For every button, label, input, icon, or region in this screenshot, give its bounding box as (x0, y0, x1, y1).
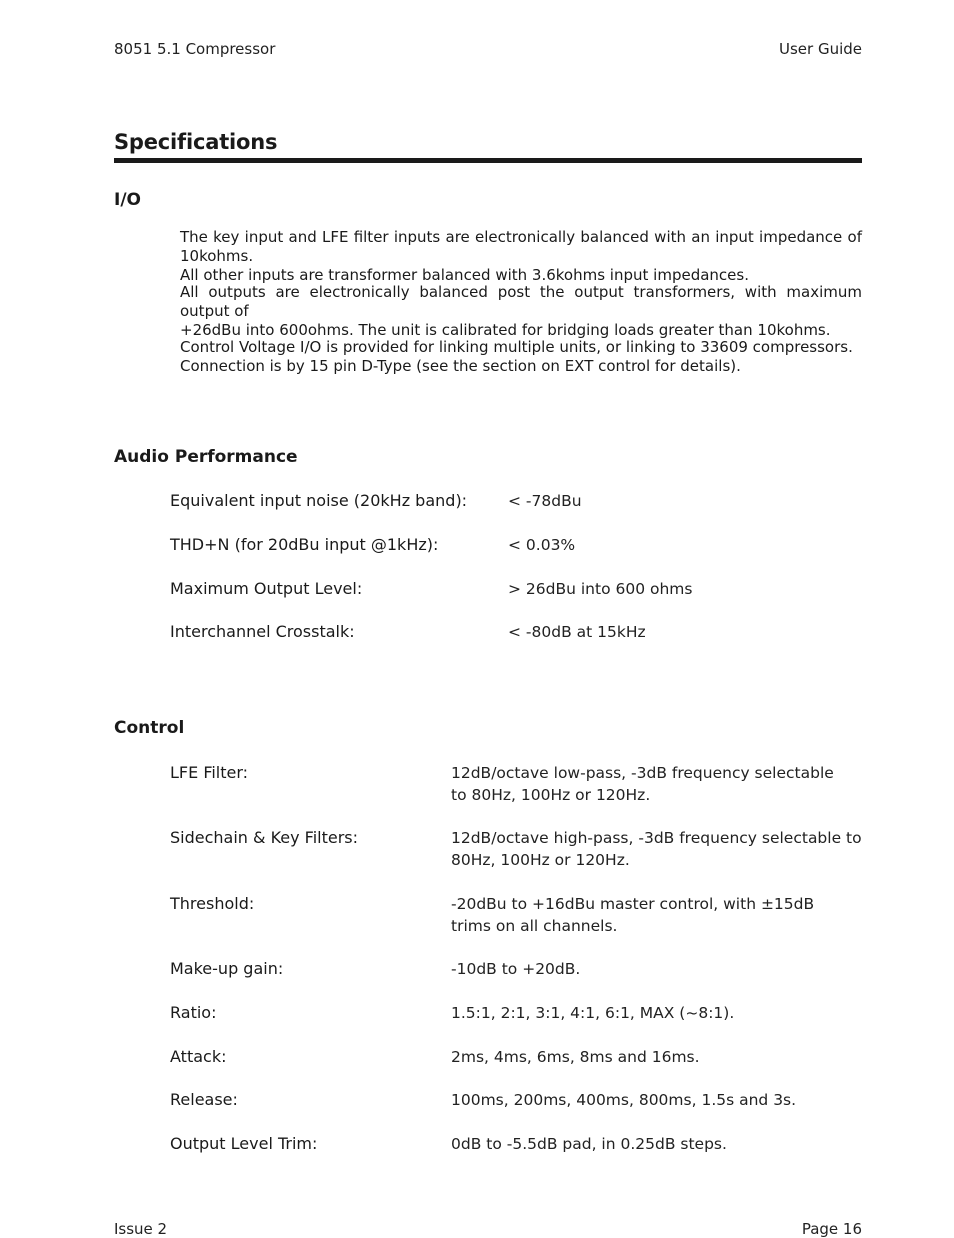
spec-value: -10dB to +20dB. (451, 960, 581, 978)
spec-value (451, 762, 834, 806)
io-paragraph-line: +26dBu into 600ohms. The unit is calibrated for bridging loads greater than 10kohms. (180, 321, 831, 339)
spec-label: Interchannel Crosstalk: (170, 622, 355, 641)
spec-label: THD+N (for 20dBu input @1kHz): (170, 535, 439, 554)
section-heading-io: I/O (114, 190, 141, 210)
spec-value: 2ms, 4ms, 6ms, 8ms and 16ms. (451, 1048, 700, 1066)
spec-value-line: trims on all channels. (451, 917, 618, 935)
spec-value-line: 12dB/octave high-pass, -3dB frequency selectable to (451, 829, 862, 847)
spec-label: Threshold: (170, 894, 255, 913)
spec-value: 1.5:1, 2:1, 3:1, 4:1, 6:1, MAX (~8:1). (451, 1004, 735, 1022)
spec-label: Output Level Trim: (170, 1134, 318, 1153)
spec-value: < 0.03% (508, 536, 576, 554)
page-title: Specifications (114, 130, 862, 163)
spec-label: Attack: (170, 1047, 227, 1066)
footer-page-number: Page 16 (801, 1220, 862, 1238)
spec-value-line: -20dBu to +16dBu master control, with ±15dB (451, 895, 815, 913)
spec-value-line: to 80Hz, 100Hz or 120Hz. (451, 786, 651, 804)
io-paragraph-line: Control Voltage I/O is provided for linking multiple units, or linking to 33609 compressors. (180, 338, 853, 356)
io-paragraph-line: All other inputs are transformer balanced with 3.6kohms input impedances. (180, 266, 749, 284)
spec-label: LFE Filter: (170, 763, 249, 782)
io-paragraph (180, 228, 862, 285)
spec-label: Ratio: (170, 1003, 217, 1022)
section-heading-control: Control (114, 718, 185, 738)
spec-label: Release: (170, 1090, 238, 1109)
running-header-product: 8051 5.1 Compressor (114, 40, 276, 58)
spec-value: < -80dB at 15kHz (508, 623, 646, 641)
running-header-doc-type: User Guide (778, 40, 862, 58)
spec-value: > 26dBu into 600 ohms (508, 580, 693, 598)
spec-value: < -78dBu (508, 492, 582, 510)
spec-value: 0dB to -5.5dB pad, in 0.25dB steps. (451, 1135, 727, 1153)
spec-label: Make-up gain: (170, 959, 284, 978)
spec-label: Equivalent input noise (20kHz band): (170, 491, 468, 510)
section-heading-audio-performance: Audio Performance (114, 447, 298, 467)
io-paragraph (180, 338, 862, 376)
spec-value: 100ms, 200ms, 400ms, 800ms, 1.5s and 3s. (451, 1091, 797, 1109)
spec-value (451, 893, 814, 937)
io-paragraph-line: Connection is by 15 pin D-Type (see the section on EXT control for details). (180, 357, 741, 375)
io-paragraph-line: All outputs are electronically balanced post the output transformers, with maximum output of (180, 283, 862, 320)
spec-value-line: 12dB/octave low-pass, -3dB frequency selectable (451, 764, 834, 782)
spec-label: Maximum Output Level: (170, 579, 363, 598)
footer-issue: Issue 2 (114, 1220, 168, 1238)
io-paragraph (180, 283, 862, 340)
spec-label: Sidechain & Key Filters: (170, 828, 359, 847)
io-paragraph-line: The key input and LFE filter inputs are electronically balanced with an input impedance of 10kohms. (180, 228, 862, 265)
spec-value (451, 827, 862, 871)
spec-value-line: 80Hz, 100Hz or 120Hz. (451, 851, 630, 869)
